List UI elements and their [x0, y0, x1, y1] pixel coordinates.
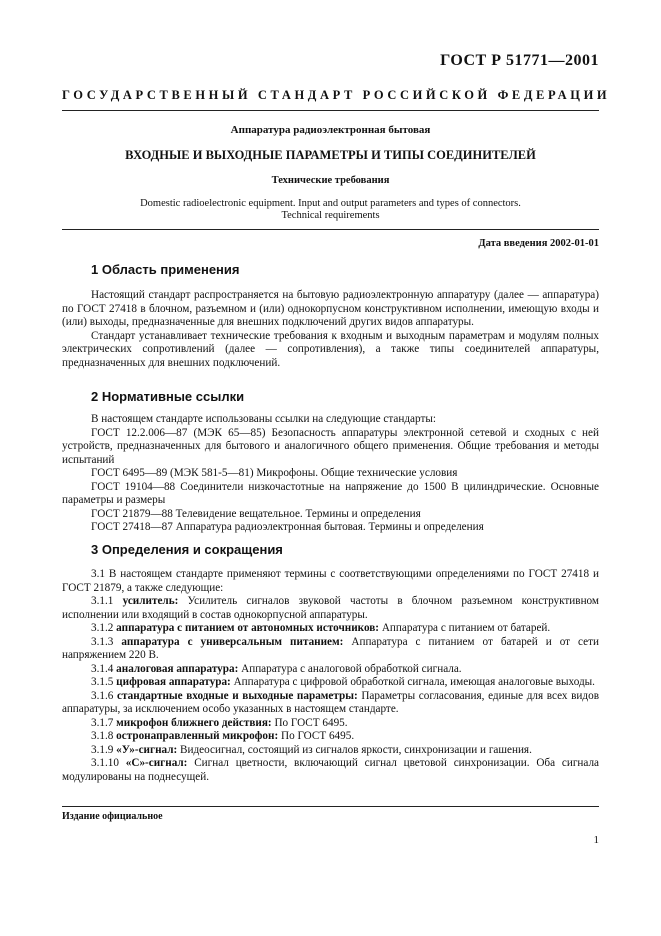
section-3-heading: 3 Определения и сокращения — [91, 542, 283, 557]
term-number: 3.1.6 — [91, 689, 114, 702]
term-number: 3.1.2 — [91, 622, 114, 634]
term-number: 3.1.7 — [91, 716, 114, 729]
term-number: 3.1.5 — [91, 676, 114, 688]
term-definition: Аппаратура с аналоговой обработкой сигнала. — [241, 662, 462, 675]
paragraph: 3.1 В настоящем стандарте применяют термины с соответствующими определениями по ГОСТ 27418 и ГОСТ 21879, а также следующие: — [62, 568, 599, 594]
term-definition: Сигнал цветности, включающий сигнал цветовой синхронизации. Оба сигнала модулированы на поднесущей. — [62, 757, 600, 783]
term-number: 3.1.9 — [91, 743, 114, 756]
definition-item — [62, 757, 599, 784]
gost-number: ГОСТ Р 51771—2001 — [440, 52, 599, 69]
section-1-body — [62, 289, 599, 370]
term: аппаратура с питанием от автономных источников: — [116, 622, 380, 634]
paragraph: Настоящий стандарт распространяется на бытовую радиоэлектронную аппаратуру (далее — аппаратура) по ГОСТ 27418 в блочном, разъемном и (или) однокорпусном конструктивном исполнении, имеющую входы и (или) выходы, предназначенные для внешних подключений других видов аппаратуры. — [62, 289, 599, 328]
definition-item — [62, 663, 599, 677]
page-number: 1 — [593, 834, 599, 846]
reference-item: ГОСТ 21879—88 Телевидение вещательное. Термины и определения — [91, 507, 421, 520]
term-definition: Параметры согласования, единые для всех видов аппаратуры, за исключением особо указанных в настоящем стандарте. — [62, 689, 599, 715]
paragraph: В настоящем стандарте использованы ссылки на следующие стандарты: — [91, 413, 436, 425]
paragraph: Стандарт устанавливает технические требования к входным и выходным параметрам и модулям полных электрических сопротивлений (далее — сопротивления), а также типы соединителей аппаратуры, предназначенных для внешних подключений. — [62, 329, 599, 369]
definition-item — [62, 595, 599, 622]
state-standard-heading: ГОСУДАРСТВЕННЫЙ СТАНДАРТ РОССИЙСКОЙ ФЕДЕРАЦИИ — [62, 88, 611, 102]
term: аппаратура с универсальным питанием: — [121, 635, 344, 648]
definition-item — [62, 676, 599, 690]
term: микрофон ближнего действия: — [116, 716, 272, 729]
definition-item — [62, 636, 599, 663]
term: стандартные входные и выходные параметры: — [117, 689, 358, 702]
section-3-body — [62, 568, 599, 784]
definition-item — [62, 622, 599, 636]
term: аналоговая аппаратура: — [116, 662, 239, 675]
term-definition: По ГОСТ 6495. — [274, 716, 348, 729]
document-subject: Аппаратура радиоэлектронная бытовая — [230, 124, 431, 136]
title-rule — [62, 229, 599, 230]
term: остронаправленный микрофон: — [116, 730, 279, 742]
date-of-introduction: Дата введения 2002-01-01 — [478, 238, 599, 249]
section-1-heading: 1 Область применения — [91, 262, 240, 277]
section-2-body — [62, 413, 599, 535]
term: «С»-сигнал: — [125, 757, 188, 769]
reference-item: ГОСТ 27418—87 Аппаратура радиоэлектронная бытовая. Термины и определения — [91, 521, 484, 533]
english-title — [62, 198, 599, 222]
reference-item: ГОСТ 12.2.006—87 (МЭК 65—85) Безопасность аппаратуры электронной сетевой и сходных с ней устройств, предназначенных для бытового и аналогичного общего применения. Общие требования и методы испытаний — [62, 426, 599, 466]
term-definition: Видеосигнал, состоящий из сигналов яркости, синхронизации и гашения. — [180, 743, 532, 756]
reference-item: ГОСТ 19104—88 Соединители низкочастотные на напряжение до 1500 В цилиндрические. Основные параметры и размеры — [62, 480, 599, 506]
english-title-line1: Domestic radioelectronic equipment. Input and output parameters and types of connectors. — [140, 198, 521, 209]
definition-item — [62, 730, 599, 744]
official-edition-label: Издание официальное — [62, 811, 163, 822]
english-title-line2: Technical requirements — [281, 210, 380, 221]
reference-item: ГОСТ 6495—89 (МЭК 581-5—81) Микрофоны. Общие технические условия — [91, 467, 458, 479]
section-2-heading: 2 Нормативные ссылки — [91, 389, 245, 404]
term-number: 3.1.10 — [91, 757, 119, 769]
term-number: 3.1.4 — [91, 662, 114, 675]
term-definition: Усилитель сигналов звуковой частоты в блочном разъемном конструктивном исполнении или входящий в состав однокорпусной аппаратуры. — [62, 595, 600, 621]
term-number: 3.1.1 — [91, 595, 114, 607]
definition-item — [62, 744, 599, 758]
document-subtitle: Технические требования — [271, 175, 390, 186]
header-rule — [62, 110, 599, 111]
term: усилитель: — [122, 595, 179, 607]
document-title: ВХОДНЫЕ И ВЫХОДНЫЕ ПАРАМЕТРЫ И ТИПЫ СОЕДИНИТЕЛЕЙ — [125, 148, 536, 162]
term: цифровая аппаратура: — [116, 676, 231, 688]
definition-item — [62, 690, 599, 717]
term-definition: Аппаратура с питанием от батарей и от сети напряжением 220 В. — [62, 635, 599, 661]
term-definition: По ГОСТ 6495. — [280, 730, 355, 742]
term-number: 3.1.3 — [91, 635, 114, 648]
definition-item — [62, 717, 599, 731]
term-definition: Аппаратура с питанием от батарей. — [381, 622, 551, 634]
term: «У»-сигнал: — [116, 743, 178, 756]
term-number: 3.1.8 — [91, 730, 114, 742]
footer-rule — [62, 806, 599, 807]
term-definition: Аппаратура с цифровой обработкой сигнала, имеющая аналоговые выходы. — [233, 676, 595, 688]
